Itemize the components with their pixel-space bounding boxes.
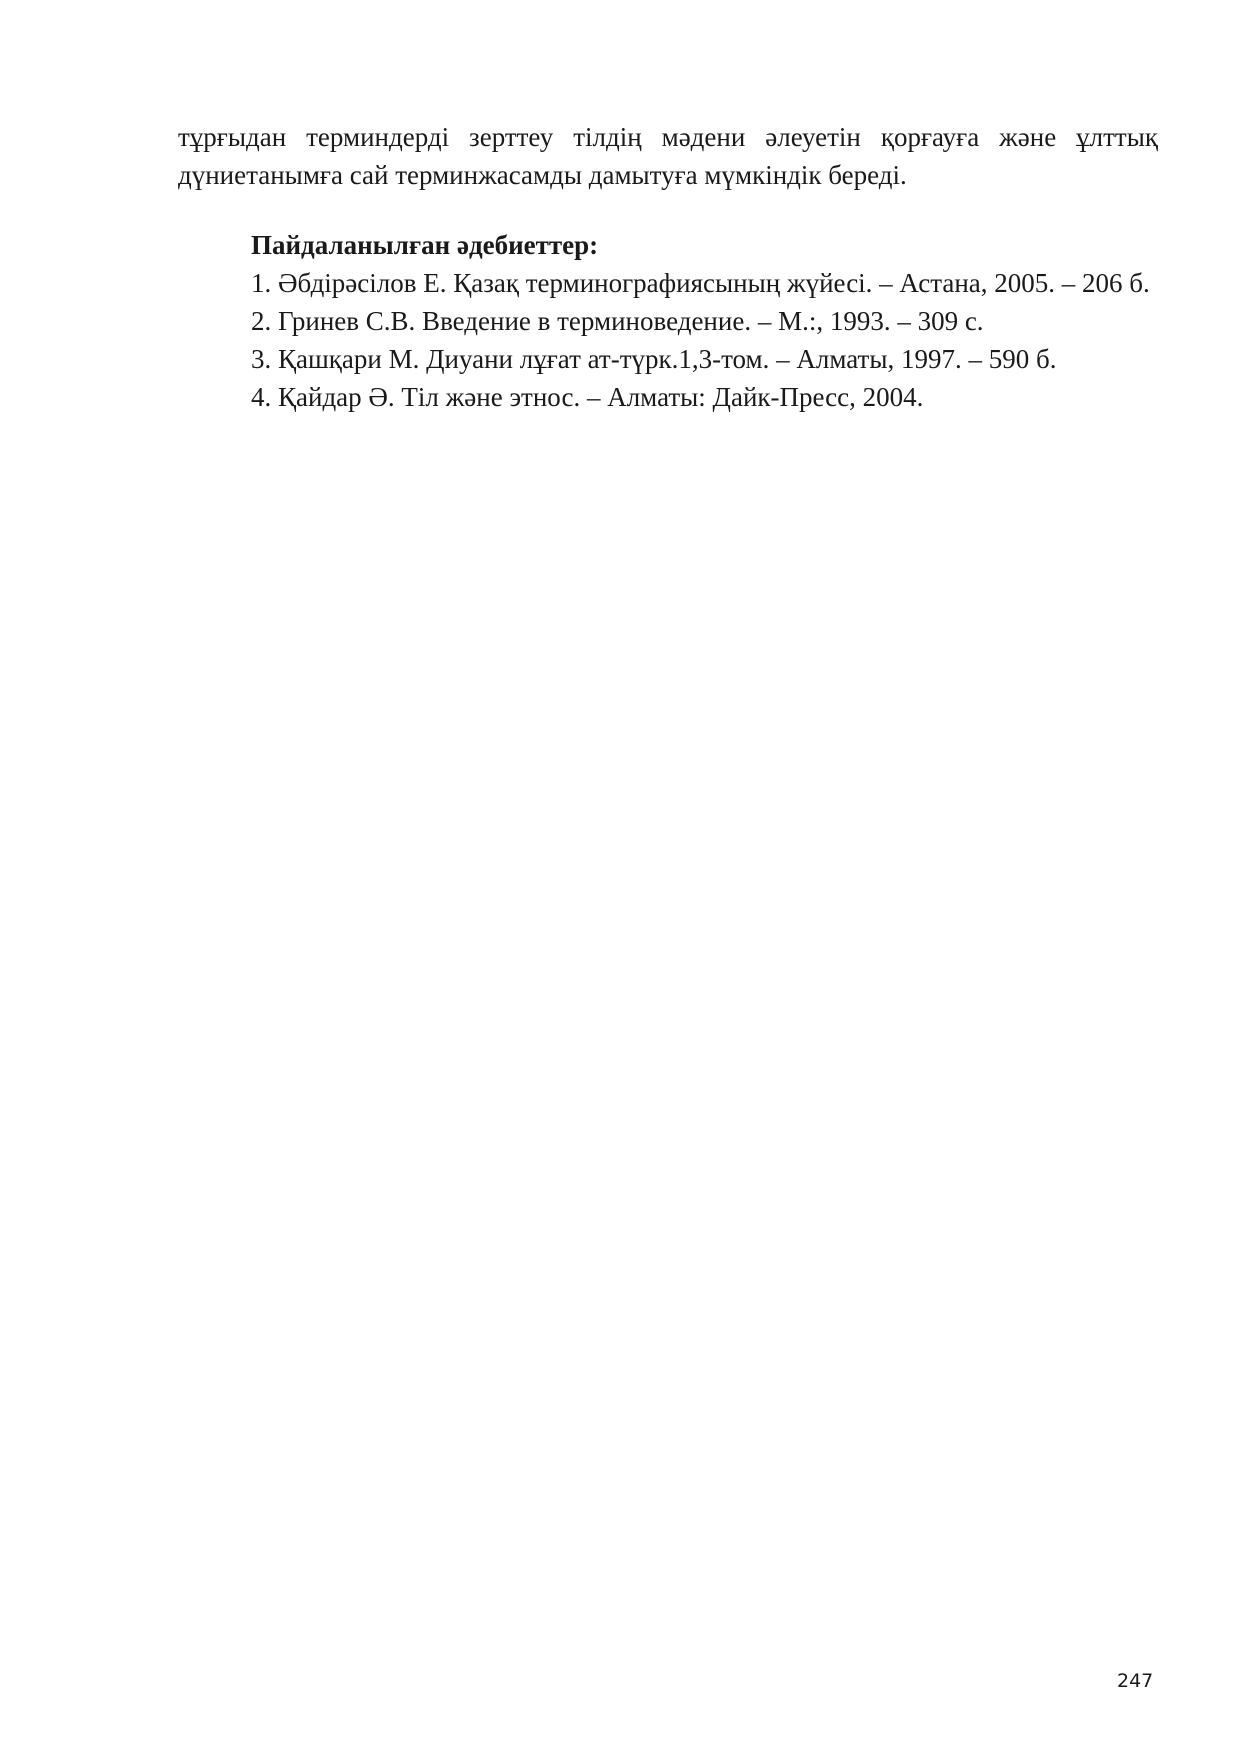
paragraph-line: дүниетанымға сай терминжасамды дамытуға мүмкіндік береді. (178, 160, 907, 190)
reference-item: 3. Қашқари М. Диуани лұғат ат-түрк.1,3-том. – Алматы, 1997. – 590 б. (251, 344, 1057, 374)
reference-item: 1. Әбдірәсілов Е. Қазақ терминографиясының жүйесі. – Астана, 2005. – 206 б. (251, 268, 1150, 298)
paragraph-line: тұрғыдан терминдерді зерттеу тілдің мәдени әлеуетін қорғауға және ұлттық (178, 122, 1158, 152)
document-body (178, 118, 1158, 416)
page-number: 247 (1117, 1670, 1154, 1692)
reference-item: 2. Гринев С.В. Введение в терминоведение. – М.:, 1993. – 309 с. (251, 306, 984, 336)
references-list (178, 264, 1158, 416)
reference-item: 4. Қайдар Ә. Тіл және этнос. – Алматы: Дайк-Пресс, 2004. (251, 382, 924, 412)
references-heading: Пайдаланылған әдебиеттер: (251, 230, 599, 260)
body-paragraph (178, 118, 1158, 194)
